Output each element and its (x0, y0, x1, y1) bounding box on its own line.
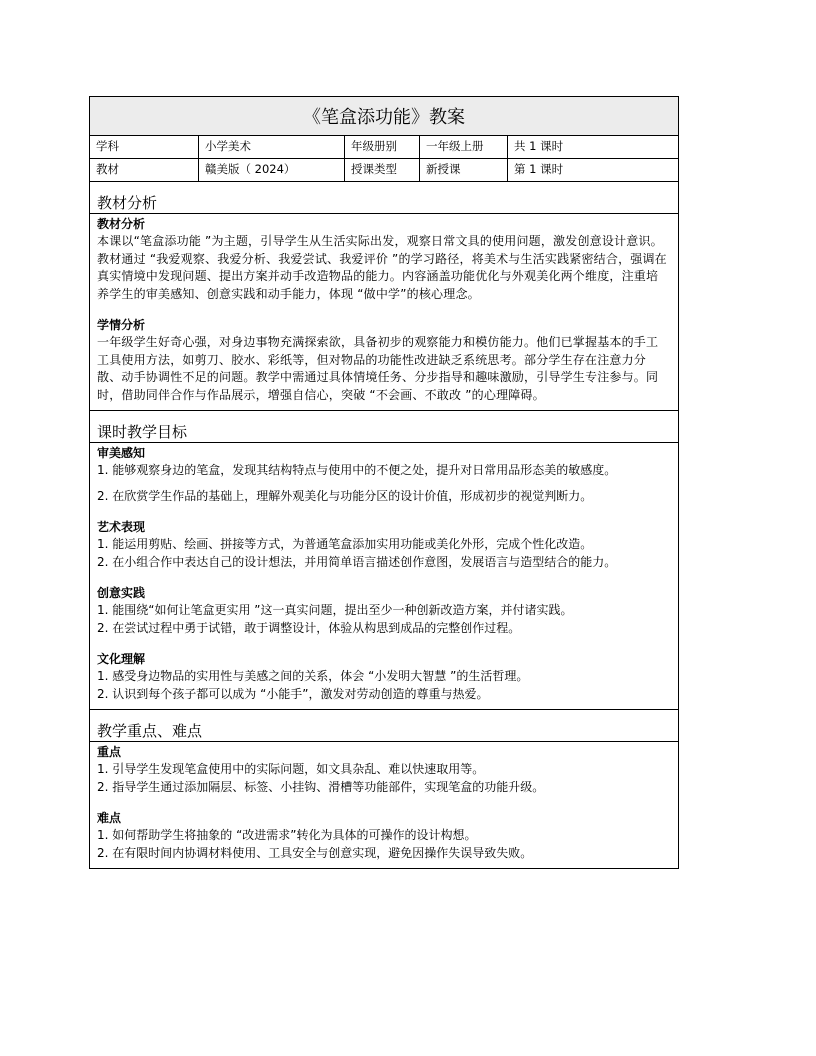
objectives-heading: 课时教学目标 (90, 411, 678, 443)
objectives-section (90, 411, 678, 710)
objective-item: 2. 在尝试过程中勇于试错，敢于调整设计，体验从构思到成品的完整创作过程。 (97, 620, 521, 635)
objective-item: 1. 能够观察身边的笔盒，发现其结构特点与使用中的不便之处，提升对日常用品形态美的敏感度。 (97, 463, 617, 477)
current-hour: 第 1 课时 (514, 162, 564, 176)
objective-item: 2. 在小组合作中表达自己的设计想法，并用简单语言描述创作意图，发展语言与造型结合的能力。 (97, 554, 617, 569)
objective-item: 1. 感受身边物品的实用性与美感之间的关系，体会 “小发明大智慧 ”的生活哲理。 (97, 669, 529, 683)
difficulty-item: 2. 在有限时间内协调材料使用、工具安全与创意实现，避免因操作失误导致失败。 (97, 845, 533, 860)
objective-group-title: 文化理解 (97, 652, 146, 666)
total-hours: 共 1 课时 (514, 139, 564, 153)
type-value: 新授课 (420, 159, 508, 181)
objective-group-title: 艺术表现 (97, 520, 146, 534)
focus-item: 2. 指导学生通过添加隔层、标签、小挂钩、滑槽等功能部件，实现笔盒的功能升级。 (97, 779, 545, 794)
student-analysis-title: 学情分析 (97, 318, 146, 332)
lesson-plan-table (89, 96, 679, 869)
subject-label: 学科 (90, 136, 199, 158)
difficulty-item: 1. 如何帮助学生将抽象的 “改进需求”转化为具体的可操作的设计构想。 (97, 828, 477, 842)
analysis-section (90, 182, 678, 411)
student-analysis-text: 一年级学生好奇心强，对身边事物充满探索欲，具备初步的观察能力和模仿能力。他们已掌握基本的手工工具使用方法，如剪刀、胶水、彩纸等，但对物品的功能性改进缺乏系统思考。部分学生存在注意力分散、动手协调性不足的问题。教学中需通过具体情境任务、分步指导和趣味激励，引导学生专注参与。同时，借助同伴合作与作品展示，增强自信心，突破 “不会画、不敢改 ”的心理障碍。 (97, 335, 659, 402)
grade-value: 一年级上册 (420, 136, 508, 158)
objective-group-title: 审美感知 (97, 446, 146, 460)
objective-item: 1. 能围绕“如何让笔盒更实用 ”这一真实问题，提出至少一种创新改造方案，并付诸实践。 (97, 603, 573, 617)
info-row-textbook (90, 159, 678, 182)
analysis-heading: 教材分析 (90, 182, 678, 214)
keypoints-heading: 教学重点、难点 (90, 710, 678, 742)
material-analysis-text: 本课以“笔盒添功能 ”为主题，引导学生从生活实际出发，观察日常文具的使用问题，激发创意设计意识。教材通过 “我爱观察、我爱分析、我爱尝试、我爱评价 ”的学习路径，将美术与生活实践紧密结合，强调在真实情境中发现问题、提出方案并动手改造物品的能力。内容涵盖功能优化与外观美化两个维度，注重培养学生的审美感知、创意实践和动手能力，体现 “做中学”的核心理念。 (97, 234, 667, 301)
type-label: 授课类型 (345, 159, 420, 181)
subject-value: 小学美术 (199, 136, 345, 158)
objective-item: 2. 在欣赏学生作品的基础上，理解外观美化与功能分区的设计价值，形成初步的视觉判断力。 (97, 488, 593, 503)
focus-item: 1. 引导学生发现笔盒使用中的实际问题，如文具杂乱、难以快速取用等。 (97, 762, 485, 776)
textbook-label: 教材 (90, 159, 199, 181)
focus-title: 重点 (97, 745, 122, 759)
objective-group-title: 创意实践 (97, 586, 146, 600)
difficulty-title: 难点 (97, 811, 122, 825)
keypoints-section (90, 710, 678, 868)
document-title: 《笔盒添功能》教案 (90, 97, 678, 136)
grade-label: 年级册别 (345, 136, 420, 158)
objective-item: 1. 能运用剪贴、绘画、拼接等方式，为普通笔盒添加实用功能或美化外形，完成个性化改造。 (97, 537, 593, 551)
textbook-value: 赣美版（ 2024） (199, 159, 345, 181)
material-analysis-title: 教材分析 (97, 217, 146, 231)
info-row-subject (90, 136, 678, 159)
objective-item: 2. 认识到每个孩子都可以成为 “小能手”，激发对劳动创造的尊重与热爱。 (97, 686, 489, 701)
